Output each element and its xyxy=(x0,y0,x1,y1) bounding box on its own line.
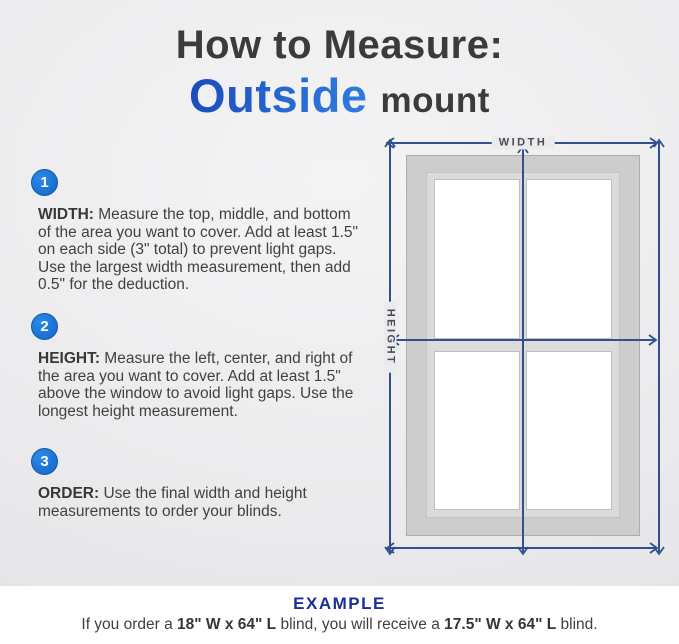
example-received-size: 17.5" W x 64" L xyxy=(444,616,557,633)
step-3-badge: 3 xyxy=(31,448,58,475)
example-sentence xyxy=(0,616,679,634)
title-highlight: Outside xyxy=(189,69,368,122)
step-3-text xyxy=(38,485,362,520)
step-height xyxy=(31,313,363,420)
example-middle: blind, you will receive a xyxy=(276,616,445,633)
step-order xyxy=(31,448,363,520)
step-3-label: ORDER: xyxy=(38,485,100,502)
step-width xyxy=(31,169,363,294)
height-dimension-label: HEIGHT xyxy=(384,302,397,373)
height-arrow-right xyxy=(654,140,664,554)
step-1-badge: 1 xyxy=(31,169,58,196)
height-arrow-center xyxy=(518,146,528,554)
title-suffix: mount xyxy=(380,81,490,120)
step-2-badge: 2 xyxy=(31,313,58,340)
example-ordered-size: 18" W x 64" L xyxy=(177,616,277,633)
step-1-body: Measure the top, middle, and bottom of the area you want to cover. Add at least 1.5" on each side (3" total) to prevent light gaps. Use the largest width measurement, then add 0.5" for the deduction. xyxy=(38,206,359,293)
step-3-body: Use the final width and height measurements to order your blinds. xyxy=(38,485,307,520)
title-block xyxy=(0,0,679,123)
example-prefix: If you order a xyxy=(81,616,178,633)
width-dimension-label: WIDTH xyxy=(492,137,555,150)
title-line1: How to Measure: xyxy=(175,23,504,67)
window-diagram xyxy=(380,130,670,560)
measurement-arrows xyxy=(380,130,670,560)
step-2-text xyxy=(38,350,362,420)
step-1-label: WIDTH: xyxy=(38,206,94,223)
example-footer xyxy=(0,586,679,644)
title-line2 xyxy=(0,68,679,123)
example-suffix: blind. xyxy=(556,616,598,633)
step-2-body: Measure the left, center, and right of the area you want to cover. Add at least 1.5" above the window to avoid light gaps. Use the longest height measurement. xyxy=(38,350,354,420)
step-2-label: HEIGHT: xyxy=(38,350,100,367)
step-1-text xyxy=(38,206,362,294)
example-heading: EXAMPLE xyxy=(293,594,386,613)
